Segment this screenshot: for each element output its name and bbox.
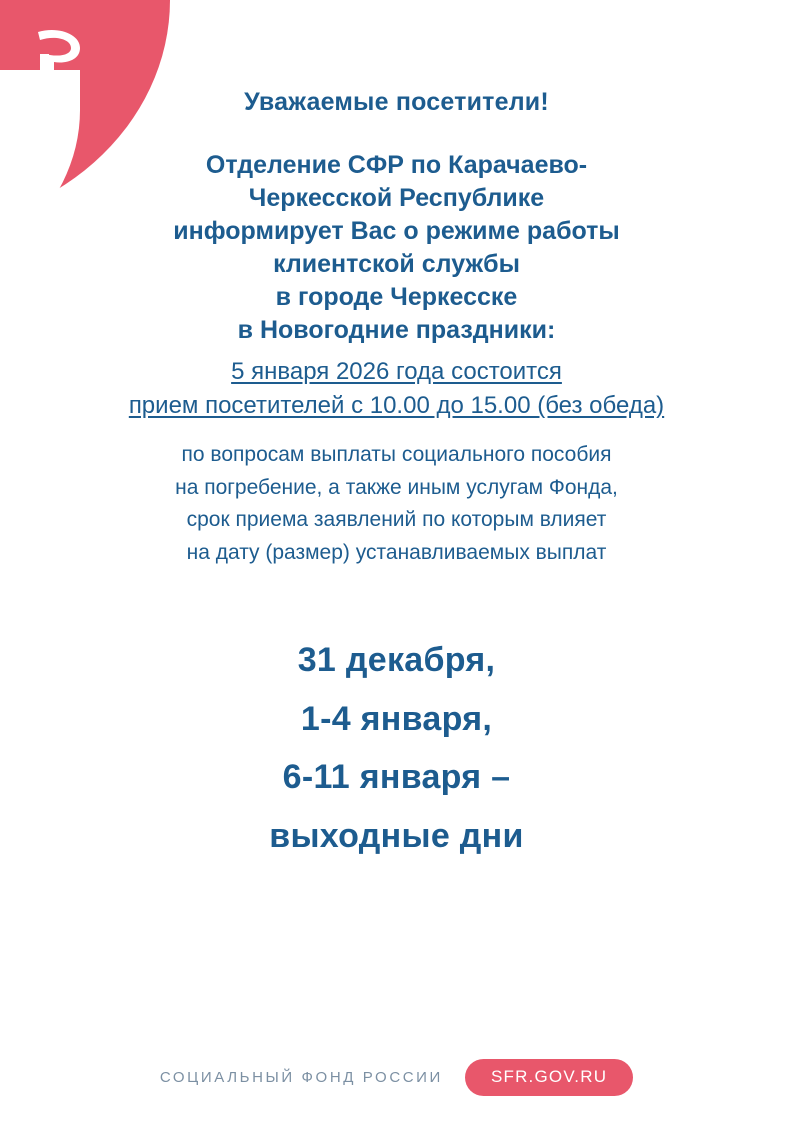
website-badge[interactable]: SFR.GOV.RU: [465, 1059, 633, 1096]
schedule-line-text: прием посетителей с 10.00 до 15.00 (без обеда): [128, 392, 665, 420]
intro-line: информирует Вас о режиме работы: [173, 217, 620, 245]
intro-line: в городе Черкесске: [275, 283, 518, 311]
paragraph-line: срок приема заявлений по которым влияет: [186, 508, 607, 532]
paragraph-line: по вопросам выплаты социального пособия: [181, 443, 612, 467]
holiday-dates-block: [0, 631, 793, 865]
schedule-line: [0, 355, 793, 389]
poster-content: [0, 88, 793, 865]
intro-line: клиентской службы: [273, 250, 520, 278]
intro-line: Отделение СФР по Карачаево-: [205, 151, 588, 179]
schedule-line-text: 5 января 2026 года состоится: [231, 358, 562, 385]
holiday-date-line: 1-4 января,: [300, 699, 493, 738]
schedule-line: [0, 389, 793, 423]
intro-block: [0, 149, 793, 347]
paragraph-line: на дату (размер) устанавливаемых выплат: [186, 540, 607, 564]
services-paragraph: [0, 439, 793, 569]
intro-line: в Новогодние праздники:: [237, 316, 556, 344]
organization-name: СОЦИАЛЬНЫЙ ФОНД РОССИИ: [159, 1069, 443, 1086]
holiday-date-line: 31 декабря,: [297, 641, 496, 680]
sfr-logo-icon: [28, 24, 92, 84]
footer: [0, 1059, 793, 1096]
paragraph-line: на погребение, а также иным услугам Фонда,: [175, 475, 618, 499]
schedule-block: [0, 355, 793, 423]
page-title: Уважаемые посетители!: [244, 88, 549, 116]
intro-line: Черкесской Республике: [248, 184, 545, 212]
holiday-date-line: 6-11 января –: [282, 758, 511, 797]
holiday-date-line: выходные дни: [269, 816, 524, 855]
